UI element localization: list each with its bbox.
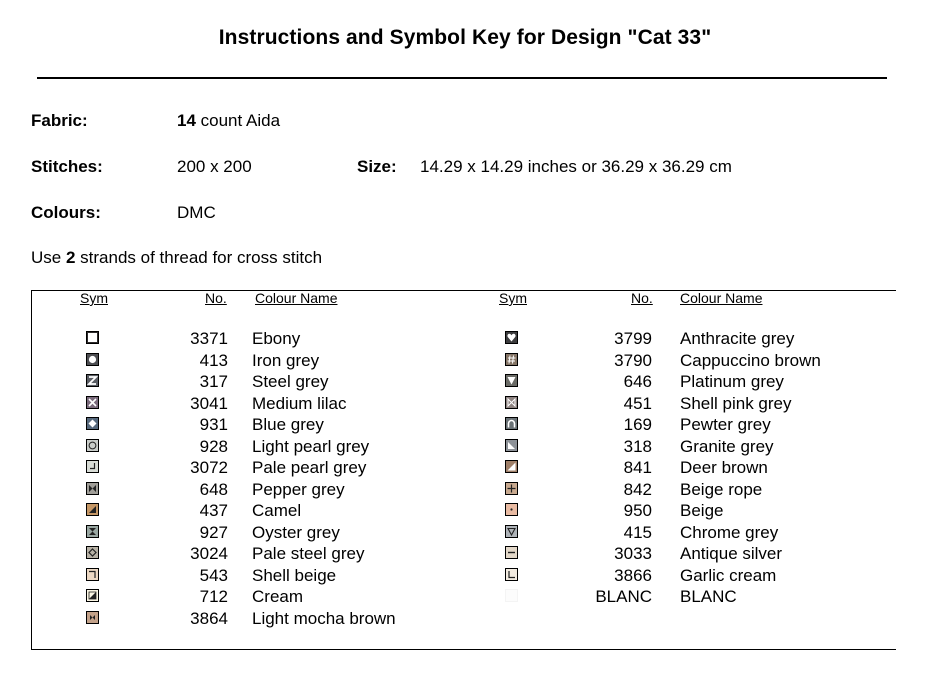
colour-number: 842 xyxy=(623,479,652,499)
colour-name: Pale steel grey xyxy=(252,544,365,563)
colour-name: Cream xyxy=(252,587,304,606)
bowtie-small-icon xyxy=(86,611,99,624)
header-name-left: Colour Name xyxy=(255,290,338,306)
colour-name: Camel xyxy=(252,501,302,520)
diamond-icon xyxy=(86,417,99,430)
colour-name: Chrome grey xyxy=(680,522,779,542)
colour-name: BLANC xyxy=(680,587,737,606)
colour-name: Pewter grey xyxy=(680,415,771,434)
fabric-type: count Aida xyxy=(195,111,281,130)
set-square-icon xyxy=(505,439,518,452)
colour-number: 3864 xyxy=(190,608,228,628)
colour-name: Platinum grey xyxy=(680,372,784,391)
colour-name: Anthracite grey xyxy=(680,329,795,348)
wedge-icon xyxy=(505,460,518,473)
corner-top-right-icon xyxy=(86,568,99,581)
colour-number: 927 xyxy=(199,522,228,542)
plus-icon xyxy=(505,482,518,495)
colour-number: 3371 xyxy=(190,329,228,348)
colour-number: 415 xyxy=(623,522,652,542)
hash-icon xyxy=(505,353,518,366)
triangle-down-outline-icon xyxy=(505,525,518,538)
colour-number: 3033 xyxy=(614,544,652,563)
colour-name: Beige xyxy=(680,501,724,520)
colour-name: Light mocha brown xyxy=(252,608,396,628)
minus-icon xyxy=(505,546,518,559)
colour-name: Beige rope xyxy=(680,479,763,499)
colour-number: 950 xyxy=(623,501,652,520)
colour-number: 648 xyxy=(199,479,228,499)
colour-number: 928 xyxy=(199,436,228,456)
colour-number: 3041 xyxy=(190,393,228,413)
fabric-value xyxy=(177,111,280,131)
colour-number: 437 xyxy=(199,501,228,520)
colours-label: Colours: xyxy=(31,203,101,222)
colour-name: Pale pearl grey xyxy=(252,458,367,477)
strands-post: strands of thread for cross stitch xyxy=(75,248,323,267)
colour-name: Oyster grey xyxy=(252,522,340,542)
colour-name: Antique silver xyxy=(680,544,783,563)
colour-name: Cappuccino brown xyxy=(680,350,821,370)
colour-number: 3072 xyxy=(190,458,228,477)
strands-pre: Use xyxy=(31,248,66,267)
colour-name: Medium lilac xyxy=(252,393,347,413)
blank-square-icon xyxy=(505,589,518,602)
colour-number: 3790 xyxy=(614,350,652,370)
colour-number: 712 xyxy=(199,587,228,606)
size-label: Size: xyxy=(357,157,397,176)
header-no-right: No. xyxy=(631,290,653,306)
colour-number: 318 xyxy=(623,436,652,456)
square-outline-icon xyxy=(86,331,99,344)
x-cross-icon xyxy=(86,396,99,409)
circle-outline-icon xyxy=(86,439,99,452)
strands-instruction xyxy=(31,248,322,268)
header-name-right: Colour Name xyxy=(680,290,763,306)
colour-name: Ebony xyxy=(252,329,301,348)
colour-number: 413 xyxy=(199,350,228,370)
z-letter-icon xyxy=(86,374,99,387)
arch-icon xyxy=(505,417,518,430)
colour-name: Deer brown xyxy=(680,458,768,477)
colour-name: Granite grey xyxy=(680,436,774,456)
colour-number: 543 xyxy=(199,565,228,585)
colour-name: Steel grey xyxy=(252,372,329,391)
colour-number: BLANC xyxy=(595,587,652,606)
colour-name: Shell beige xyxy=(252,565,337,585)
colour-number: 646 xyxy=(623,372,652,391)
stitches-value: 200 x 200 xyxy=(177,157,252,176)
l-corner-icon xyxy=(505,568,518,581)
size-value: 14.29 x 14.29 inches or 36.29 x 36.29 cm xyxy=(420,157,732,176)
colour-name: Light pearl grey xyxy=(252,436,370,456)
colour-name: Pepper grey xyxy=(252,479,345,499)
header-sym-right: Sym xyxy=(499,290,527,306)
colour-number: 451 xyxy=(623,393,652,413)
colour-number: 317 xyxy=(199,372,228,391)
colour-name: Shell pink grey xyxy=(680,393,792,413)
colour-number: 3799 xyxy=(614,329,652,348)
colour-number: 3024 xyxy=(190,544,228,563)
header-no-left: No. xyxy=(205,290,227,306)
bowtie-icon xyxy=(86,482,99,495)
corner-bottom-right-icon xyxy=(86,460,99,473)
diamond-outline-icon xyxy=(86,546,99,559)
strands-count: 2 xyxy=(65,248,76,267)
page-title: Instructions and Symbol Key for Design "Cat 33" xyxy=(218,26,712,49)
hourglass-icon xyxy=(86,525,99,538)
title-rule xyxy=(37,77,887,79)
half-filled-square-icon xyxy=(86,589,99,602)
colour-number: 931 xyxy=(199,415,228,434)
triangle-half-icon xyxy=(86,503,99,516)
bowtie-hollow-icon xyxy=(505,396,518,409)
dot-icon xyxy=(505,503,518,516)
colour-name: Blue grey xyxy=(252,415,324,434)
colours-value: DMC xyxy=(177,203,216,222)
colour-name: Garlic cream xyxy=(680,565,777,585)
circle-icon xyxy=(86,353,99,366)
heart-icon xyxy=(505,331,518,344)
colour-number: 169 xyxy=(623,415,652,434)
colour-number: 3866 xyxy=(614,565,652,585)
triangle-down-icon xyxy=(505,374,518,387)
fabric-count: 14 xyxy=(177,111,196,130)
stitches-label: Stitches: xyxy=(31,157,103,176)
colour-number: 841 xyxy=(623,458,652,477)
header-sym-left: Sym xyxy=(80,290,108,306)
fabric-label: Fabric: xyxy=(31,111,88,130)
colour-name: Iron grey xyxy=(252,350,320,370)
